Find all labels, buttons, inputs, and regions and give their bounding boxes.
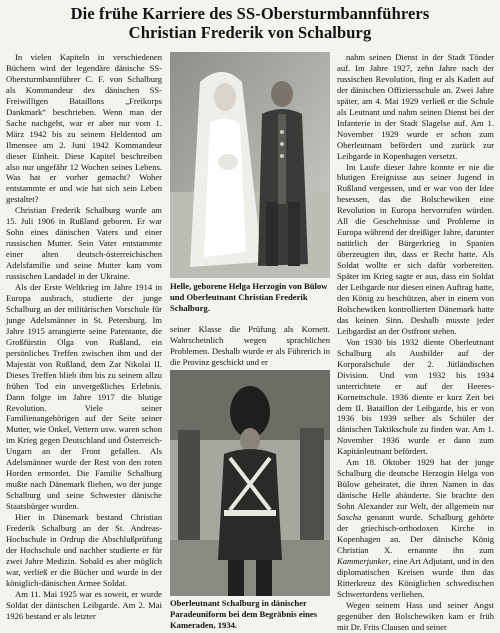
text-span: Am 18. Oktober 1929 hat der junge Schalburg die deutsche Herzogin Helga von Bülow geheiratet, die ihren Namen in das dänische Helle abänderte. Sie brachte den Sohn Alexander zur Welt, der allgemein nur <box>337 457 494 512</box>
right-column <box>337 52 494 633</box>
italic-title: Kammerjunker <box>337 555 389 566</box>
italic-name: Sascha <box>337 512 362 523</box>
middle-column-text <box>170 324 330 368</box>
parade-uniform-photo <box>170 370 330 596</box>
title-line-1: Die frühe Karriere des SS-Obersturmbannführers <box>70 4 430 23</box>
paragraph: Von 1930 bis 1932 diente Oberleutnant Schalburg als Ausbilder auf der Korporalschule der 2. Jütländischen Division. Und von 1932 bis 1934 unterrichtete er auf der Heeres-Kornettschule. 1936 diente er kurz Zeit bei dem II. Bataillon der Leibgarde, bis er von 1936 bis 1939 selber als Schüler der dänischen Taktikschule zu finden war. Am 1. November 1936 wurde er dann zum Kapitänleutnant befördert. <box>337 336 494 457</box>
paragraph: nahm seinen Dienst in der Stadt Tönder auf. Im Jahre 1927, zehn Jahre nach der russischen Revolution, fing er als Kadett auf der dänischen Offiziersschule an. Zwei Jahre später, am 4. Mai 1929 verließ er die Schule als Leutnant und nahm seinen Dienst bei der Infanterie in der Stadt Slagelse auf. Am 1. November 1929 wurde er schon zum Oberleutnant befördert und zurück zur Leibgarde in Kopenhagen versetzt. <box>337 52 494 161</box>
paragraph: Hier in Dänemark bestand Christian Frederik Schalburg an der St. Andreas-Hochschule in Ordrup die Abschlußprüfung der Hochschule und nachher studierte er für zwei Jahre Medizin. Sobald es aber möglich war, verließ er die Bücher und wurde in der königlich-dänischen Armee Soldat. <box>6 512 162 588</box>
paragraph: Am 11. Mai 1925 war es soweit, er wurde Soldat der dänischen Leibgarde. Am 2. Mai 1926 bestand er als letzter <box>6 588 162 621</box>
paragraph: Wegen seinem Hass und seiner Angst gegenüber den Bolschewiken kam er früh mit Dr. Frits Clausen und seiner <box>337 599 494 632</box>
paragraph: seiner Klasse die Prüfung als Kornett. Wahrscheinlich wegen sprachlichen Problemen. Deshalb wurde er als Führerich in die Provinz geschickt und er <box>170 324 330 367</box>
paragraph: Christian Frederik Schalburg wurde am 15. Juli 1906 in Rußland geboren. Er war Sohn eines dänischen Vaters und einer russischen Mutter. Sein Vater entstammte einer alten deutsch-österreichischen Adelsfamilie und seine Mutter kam vom russischen Landadel in der Ukraine. <box>6 205 162 282</box>
text-span: , eine Art Adjutant, und in den diplomatischen Kreisen wurde ihm das Ritterkreuz des Königlichen schwedischen Schwertordens verliehen. <box>337 555 494 599</box>
photo-caption-top: Helle, geborene Helga Herzogin von Bülow und Oberleutnant Christian Frederik Schalburg. <box>170 281 328 313</box>
photo-caption-bottom: Oberleutnant Schalburg in dänischer Paradeuniform bei dem Begräbnis eines Kameraden, 1934. <box>170 598 318 630</box>
paragraph: In vielen Kapiteln in verschiedenen Büchern wird der legendäre dänische SS-Obersturmbannführer C. F. von Schalburg als Kommandeur des dänischen SS-Freiwilligen Bataillons „Freikorps Dankmark“ beschrieben. Wenn man der Sache nachgeht, war er aber nur vom 1. März 1942 bis zu seinem Heldentod am Ilmensee am 2. Juni 1942 Kommandeur dieser Einheit. Diese Kapitel beschreiben also nur ungefähr 12 Wochen seines Lebens. Was hat er vorher gemacht? Woher entstammte er und wie hat sich sein Leben gestaltet? <box>6 52 162 205</box>
left-column <box>6 52 162 622</box>
paragraph <box>337 457 494 599</box>
text-span: genannt wurde. Schalburg gehörte der griechisch-orthodoxen Kirche in Kopenhagen an. Der dänische König Christian X. ernannte ihn zum <box>337 512 494 555</box>
article-title <box>0 4 500 42</box>
paragraph: Im Laufe dieser Jahre konnte er nie die blutigen Ereignisse aus seiner Jugend in Rußland vergessen, und er war von der Idee besessen, das die Bolschewiken eine Revolution in Europa hervorrufen würden. All die Geschehnisse und Probleme in Europa während der dreißiger Jahre, darunter natürlich der Bürgerkrieg in Spanien überzeugten ihn, dass er Recht hatte. Als Soldat wollte er sich dafür vorbereiten. Später im Krieg sagte er aus, dass ein Soldat der Leibgarde nur diesen einen Auftrag hatte, den König zu beschützen, aber in einem von Bolschewiken kontrollierten Dänemark hatte das keinen Sinn. Deshalb musste jeder Leibgardist an der Ostfront stehen. <box>337 161 494 336</box>
paragraph: Als der Erste Weltkrieg im Jahre 1914 in Europa ausbrach, studierte der junge Schalburg an der militärischen Vorschule für junge Adelsmänner in St. Petersburg. Im Jahre 1915 arrangierte seine Patentante, die Großfürstin Olga von Rußland, ein persönliches Treffen zwischen ihm und der Majestät von Rußland, dem Zar Nikolai II. Dieses Treffen blieb ihm bis zu seinem allzu frühen Tod ein unvergeßliches Erlebnis. Dann folgte im Jahre 1917 die blutige Revolution. Viele seiner Familienangehörigen auf der Seite seiner Mutter, wie Onkel, Vettern usw. waren schon im Krieg gegen Deutschland und Österreich-Ungarn an der Front gefallen. Als Adelsmänner wurde der Rest von den roten Horden ermordet. Die Familie Schalburg mußte nach Dänemark fliehen, wo der junge Schalburg und seine Schwester dänische Staatsbürger wurden. <box>6 282 162 512</box>
title-line-2: Christian Frederik von Schalburg <box>128 23 372 42</box>
wedding-photo <box>170 52 330 278</box>
